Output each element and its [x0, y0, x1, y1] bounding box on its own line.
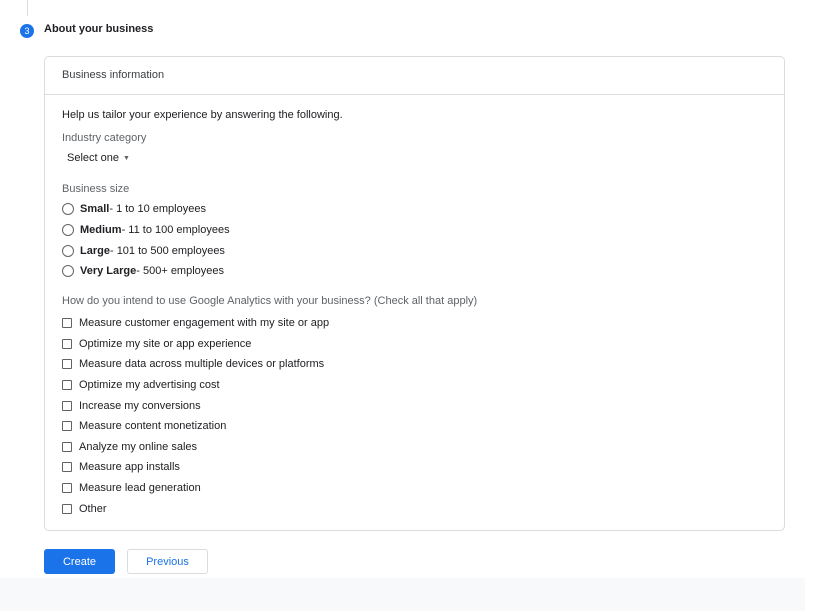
- radio-option-detail: - 11 to 100 employees: [121, 224, 230, 236]
- checkbox-row[interactable]: [62, 439, 197, 455]
- radio-button[interactable]: [62, 224, 74, 236]
- radio-small[interactable]: [62, 201, 206, 217]
- checkbox[interactable]: [62, 462, 72, 472]
- checkbox[interactable]: [62, 421, 72, 431]
- footer-band: [0, 578, 805, 611]
- checkbox-label: Measure lead generation: [79, 482, 201, 494]
- checkbox-label: Other: [79, 503, 107, 515]
- business-size-label: Business size: [62, 183, 130, 195]
- checkbox-label: Increase my conversions: [79, 400, 201, 412]
- checkbox-row[interactable]: [62, 336, 251, 352]
- radio-option-detail: - 101 to 500 employees: [109, 245, 225, 257]
- radio-large[interactable]: [62, 243, 225, 259]
- usage-question-label: How do you intend to use Google Analytics with your business? (Check all that apply): [62, 295, 478, 307]
- create-button[interactable]: Create: [44, 549, 115, 574]
- industry-category-value: Select one: [67, 152, 119, 164]
- checkbox[interactable]: [62, 504, 72, 514]
- checkbox-row[interactable]: [62, 459, 180, 475]
- checkbox-label: Measure customer engagement with my site or app: [79, 317, 330, 329]
- checkbox-row[interactable]: [62, 418, 226, 434]
- radio-button[interactable]: [62, 203, 74, 215]
- industry-category-label: Industry category: [62, 132, 147, 144]
- checkbox-row[interactable]: [62, 480, 201, 496]
- radio-option-detail: - 1 to 10 employees: [109, 203, 206, 215]
- industry-category-select[interactable]: [67, 152, 130, 164]
- radio-option-detail: - 500+ employees: [136, 265, 225, 277]
- radio-option-name: Large: [80, 245, 110, 257]
- checkbox-label: Measure data across multiple devices or platforms: [79, 358, 325, 370]
- checkbox[interactable]: [62, 483, 72, 493]
- checkbox-label: Measure app installs: [79, 461, 180, 473]
- checkbox[interactable]: [62, 380, 72, 390]
- checkbox-label: Analyze my online sales: [79, 441, 198, 453]
- checkbox-label: Optimize my site or app experience: [79, 338, 252, 350]
- previous-button[interactable]: Previous: [127, 549, 208, 574]
- checkbox[interactable]: [62, 442, 72, 452]
- checkbox[interactable]: [62, 339, 72, 349]
- radio-option-name: Small: [80, 203, 110, 215]
- checkbox[interactable]: [62, 401, 72, 411]
- step-number-badge: 3: [20, 24, 34, 38]
- caret-down-icon: ▼: [122, 154, 130, 162]
- radio-button[interactable]: [62, 245, 74, 257]
- radio-button[interactable]: [62, 265, 74, 277]
- stepper-connector: [27, 0, 28, 16]
- checkbox-label: Measure content monetization: [79, 420, 227, 432]
- business-information-card: [44, 56, 785, 531]
- checkbox-row[interactable]: [62, 315, 329, 331]
- checkbox[interactable]: [62, 318, 72, 328]
- step-title: About your business: [44, 23, 154, 35]
- radio-option-name: Medium: [80, 224, 122, 236]
- radio-option-name: Very Large: [80, 265, 137, 277]
- radio-very-large[interactable]: [62, 263, 224, 279]
- checkbox-row[interactable]: [62, 377, 220, 393]
- checkbox-row[interactable]: [62, 356, 324, 372]
- radio-medium[interactable]: [62, 222, 230, 238]
- checkbox[interactable]: [62, 359, 72, 369]
- card-header: Business information: [45, 57, 784, 95]
- checkbox-label: Optimize my advertising cost: [79, 379, 220, 391]
- checkbox-row[interactable]: [62, 398, 201, 414]
- checkbox-row[interactable]: [62, 501, 107, 517]
- intro-text: Help us tailor your experience by answering the following.: [62, 109, 343, 121]
